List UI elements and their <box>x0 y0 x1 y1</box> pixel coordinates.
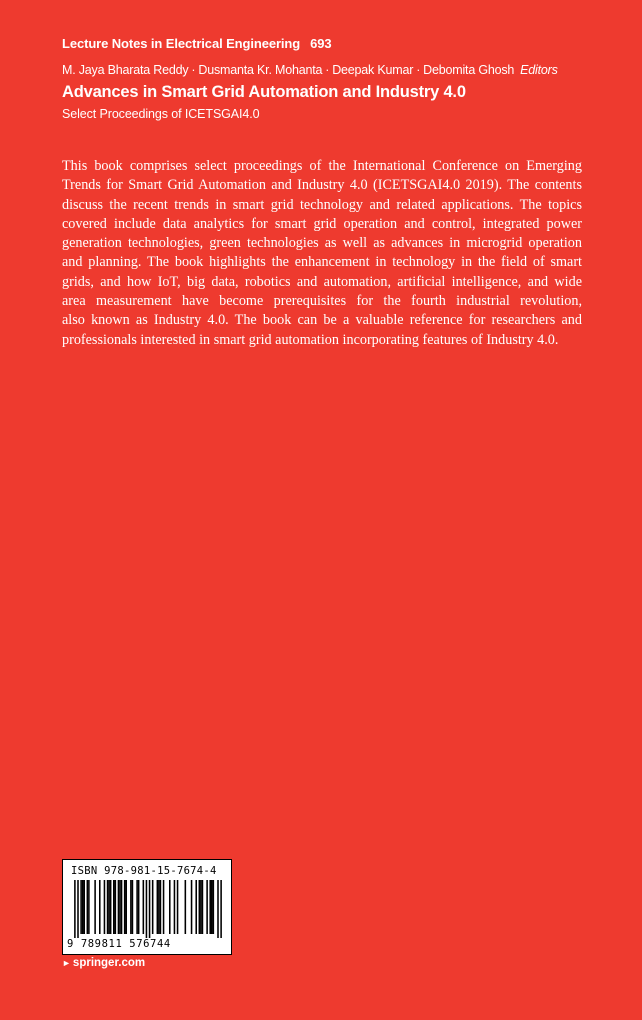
editor-name: Deepak Kumar <box>332 63 414 77</box>
barcode-bar <box>146 880 148 938</box>
barcode-bar <box>169 880 171 934</box>
editor-name: Dusmanta Kr. Mohanta <box>198 63 323 77</box>
barcode-bar <box>163 880 165 934</box>
barcode-bar <box>209 880 211 934</box>
book-title: Advances in Smart Grid Automation and Industry 4.0 <box>62 83 466 101</box>
editor-separator: · <box>416 63 421 77</box>
publisher-link[interactable] <box>62 957 145 969</box>
barcode-bar <box>118 880 120 934</box>
barcode-bar <box>149 880 151 938</box>
barcode-bar <box>206 880 208 934</box>
description-line: discuss the recent trends in smart grid technology and related applications. The topics <box>62 196 582 213</box>
barcode-bar <box>160 880 162 934</box>
barcode-bar <box>211 880 213 934</box>
barcode-bar <box>174 880 176 934</box>
barcode-bar <box>80 880 82 934</box>
barcode-bar <box>104 880 106 934</box>
barcode-bar <box>132 880 134 934</box>
barcode-bar <box>99 880 101 934</box>
editor-name: M. Jaya Bharata Reddy <box>62 63 189 77</box>
barcode-bar <box>110 880 112 934</box>
barcode-bar <box>138 880 140 934</box>
editors-line <box>62 63 558 77</box>
barcode-bar <box>88 880 90 934</box>
editor-name: Debomita Ghosh <box>423 63 515 77</box>
description-line: professionals interested in smart grid automation incorporating features of Industry 4.0. <box>62 331 559 348</box>
barcode-digits: 9 789811 576744 <box>67 938 171 950</box>
description-line: and planning. The book highlights the enhancement in technology in the field of smart <box>62 254 582 271</box>
description-line: generation technologies, green technologies as well as advances in microgrid operation <box>62 235 582 252</box>
barcode-bar <box>74 880 76 938</box>
barcode-bar <box>77 880 79 938</box>
editors-role: Editors <box>520 63 558 77</box>
barcode-bar <box>136 880 138 934</box>
barcode-bar <box>130 880 132 934</box>
barcode-bar <box>220 880 222 938</box>
barcode-bar <box>113 880 115 934</box>
barcode-bar <box>202 880 204 934</box>
barcode-bar <box>157 880 159 934</box>
barcode-bar <box>119 880 121 934</box>
series-number: 693 <box>310 36 332 51</box>
barcode-bar <box>94 880 96 934</box>
barcode-bar <box>82 880 84 934</box>
description-line: area measurement have become prerequisites for the fourth industrial revolution, <box>62 293 582 310</box>
barcode-bar <box>125 880 127 934</box>
barcode-bar <box>199 880 201 934</box>
barcode-bar <box>158 880 160 934</box>
barcode-bar <box>177 880 179 934</box>
barcode-bars-icon <box>71 880 225 938</box>
book-subtitle: Select Proceedings of ICETSGAI4.0 <box>62 107 260 121</box>
isbn-label: ISBN 978-981-15-7674-4 <box>71 865 217 877</box>
barcode-bar <box>108 880 110 934</box>
description-line: also known as Industry 4.0. The book can be a valuable reference for researchers and <box>62 312 582 329</box>
barcode-bar <box>107 880 109 934</box>
barcode-bar <box>143 880 145 934</box>
barcode-bar <box>83 880 85 934</box>
barcode-bar <box>115 880 117 934</box>
barcode-bar <box>124 880 126 934</box>
description-line: covered include data analytics for smart grid operation and control, integrated power <box>62 215 582 232</box>
book-description <box>62 157 582 350</box>
editor-separator: · <box>191 63 196 77</box>
barcode-bar <box>185 880 187 934</box>
series-heading <box>62 36 332 51</box>
barcode-bar <box>200 880 202 934</box>
barcode-bar <box>195 880 197 934</box>
description-line: grids, and how IoT, big data, robotics and automation, artificial intelligence, and wide <box>62 273 582 290</box>
barcode-bar <box>121 880 123 934</box>
barcode-bar <box>87 880 89 934</box>
editor-separator: · <box>325 63 330 77</box>
publisher-url-text: springer.com <box>72 957 146 969</box>
description-line: Trends for Smart Grid Automation and Industry 4.0 (ICETSGAI4.0 2019). The contents <box>62 177 582 194</box>
isbn-barcode <box>62 859 232 955</box>
description-line: This book comprises select proceedings of the International Conference on Emerging <box>62 158 582 174</box>
series-name: Lecture Notes in Electrical Engineering <box>62 36 301 51</box>
barcode-bar <box>152 880 154 934</box>
triangle-right-icon: ► <box>62 958 71 968</box>
barcode-bar <box>217 880 219 938</box>
barcode-bar <box>213 880 215 934</box>
barcode-bar <box>191 880 193 934</box>
